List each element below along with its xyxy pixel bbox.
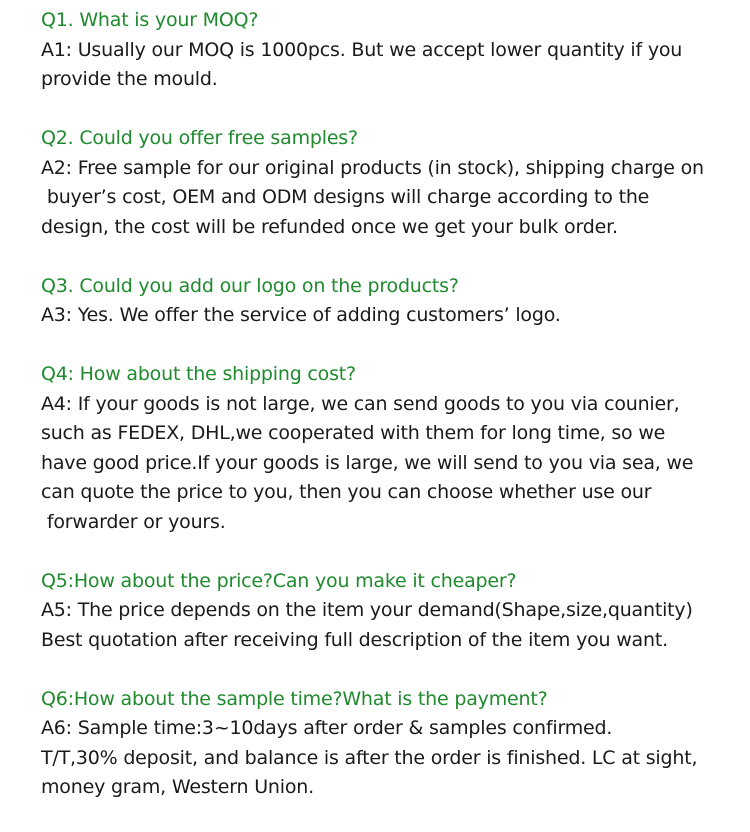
faq-item-3 <box>41 272 731 331</box>
faq-answer-4-line-2: such as FEDEX, DHL,we cooperated with them for long time, so we <box>41 422 666 444</box>
faq-question-6: Q6:How about the sample time?What is the payment? <box>41 687 548 710</box>
faq-answer-4-line-3: have good price.If your goods is large, we will send to you via sea, we <box>41 451 694 474</box>
faq-item-4 <box>41 360 731 537</box>
faq-answer-2-line-2: buyer’s cost, OEM and ODM designs will charge according to the <box>41 186 650 208</box>
faq-answer-2-line-3: design, the cost will be refunded once we get your bulk order. <box>41 215 618 238</box>
faq-answer-3-line-1: A3: Yes. We offer the service of adding customers’ logo. <box>41 304 561 326</box>
faq-item-5 <box>41 567 731 656</box>
faq-question-3: Q3. Could you add our logo on the products? <box>41 274 459 297</box>
faq-item-2 <box>41 124 731 242</box>
faq-answer-4-line-4: can quote the price to you, then you can choose whether use our <box>41 481 652 503</box>
faq-question-5: Q5:How about the price?Can you make it cheaper? <box>41 569 517 592</box>
faq-answer-5-line-2: Best quotation after receiving full description of the item you want. <box>41 628 668 651</box>
faq-answer-1-line-1: A1: Usually our MOQ is 1000pcs. But we accept lower quantity if you <box>41 38 683 61</box>
faq-answer-4-line-5: forwarder or yours. <box>41 510 226 533</box>
faq-answer-6-line-3: money gram, Western Union. <box>41 776 314 798</box>
faq-item-6 <box>41 685 731 803</box>
faq-answer-6-line-1: A6: Sample time:3~10days after order & samples confirmed. <box>41 717 613 739</box>
faq-item-1 <box>41 6 731 95</box>
faq-question-1: Q1. What is your MOQ? <box>41 9 259 31</box>
faq-question-2: Q2. Could you offer free samples? <box>41 127 358 149</box>
faq-answer-5-line-1: A5: The price depends on the item your demand(Shape,size,quantity) <box>41 599 693 621</box>
faq-answer-1-line-2: provide the mould. <box>41 68 218 90</box>
faq-answer-2-line-1: A2: Free sample for our original products (in stock), shipping charge on <box>41 156 704 179</box>
faq-answer-6-line-2: T/T,30% deposit, and balance is after the order is finished. LC at sight, <box>41 746 698 769</box>
faq-list <box>41 6 731 832</box>
faq-answer-4-line-1: A4: If your goods is not large, we can send goods to you via counier, <box>41 392 680 415</box>
faq-question-4: Q4: How about the shipping cost? <box>41 363 356 385</box>
